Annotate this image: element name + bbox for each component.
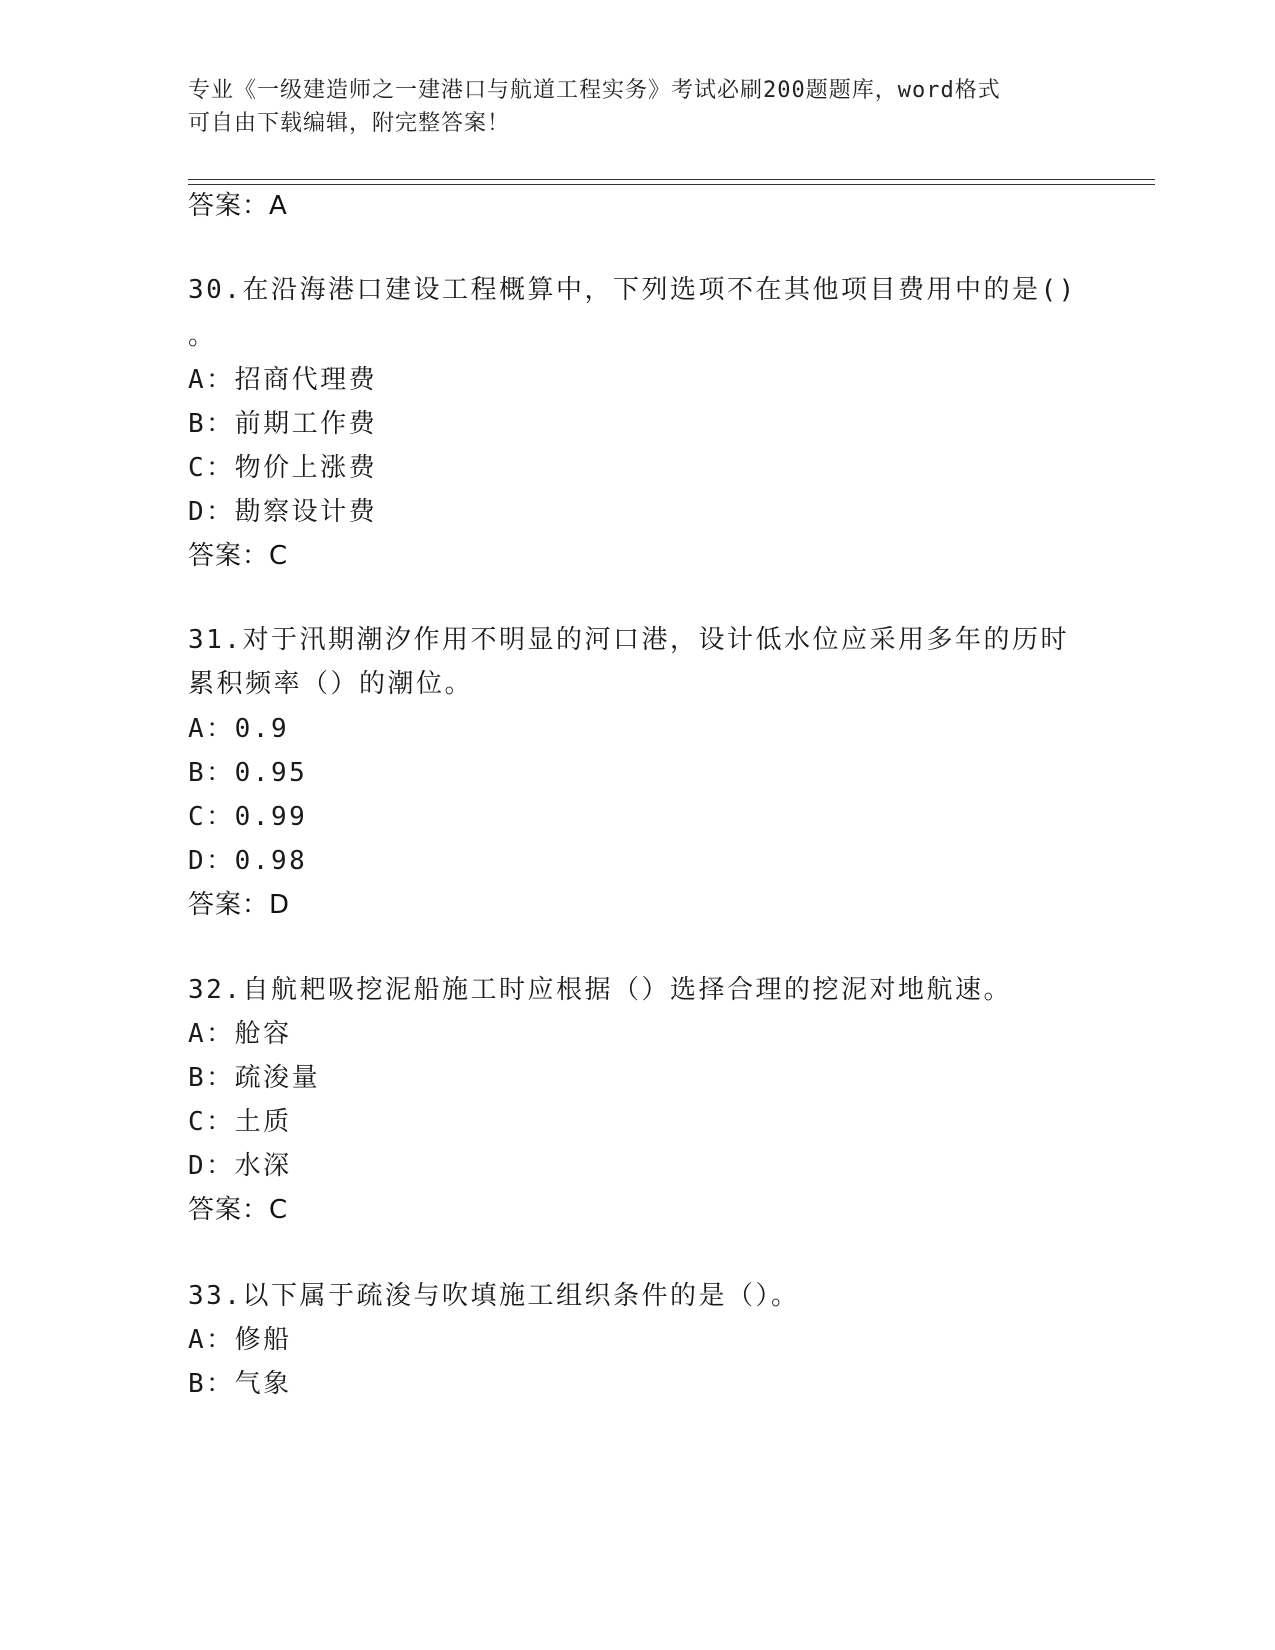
previous-answer: 答案：A [188, 191, 288, 221]
question-33-option-b: B：气象 [188, 1369, 292, 1399]
question-31-option-b: B：0.95 [188, 758, 308, 788]
question-32-answer: 答案：C [188, 1195, 289, 1225]
question-30-stem-line-2: 。 [188, 321, 217, 351]
question-31-option-a: A：0.9 [188, 714, 290, 744]
question-33-option-a: A：修船 [188, 1325, 292, 1355]
question-32-stem-line-1: 32.自航耙吸挖泥船施工时应根据（）选择合理的挖泥对地航速。 [188, 975, 1012, 1005]
header-divider-top [188, 179, 1155, 180]
document-header [188, 74, 1068, 140]
question-31-stem-line-1: 31.对于汛期潮汐作用不明显的河口港，设计低水位应采用多年的历时 [188, 625, 1069, 655]
question-30-option-a: A：招商代理费 [188, 365, 378, 395]
question-31-stem-line-2: 累积频率（）的潮位。 [188, 669, 474, 699]
question-30-answer: 答案：C [188, 541, 289, 571]
question-32-option-b: B：疏浚量 [188, 1063, 321, 1093]
question-30-option-b: B：前期工作费 [188, 409, 378, 439]
question-32-option-a: A：舱容 [188, 1019, 292, 1049]
header-line-2: 可自由下载编辑，附完整答案！ [188, 111, 511, 136]
question-30-stem-line-1: 30.在沿海港口建设工程概算中，下列选项不在其他项目费用中的是() [188, 275, 1077, 305]
question-31-option-d: D：0.98 [188, 846, 308, 876]
question-30-option-c: C：物价上涨费 [188, 453, 378, 483]
question-32-option-c: C：土质 [188, 1107, 292, 1137]
question-31-option-c: C：0.99 [188, 802, 308, 832]
question-30-option-d: D：勘察设计费 [188, 497, 378, 527]
header-divider-bottom [188, 184, 1155, 185]
question-31-answer: 答案：D [188, 890, 291, 920]
question-32-option-d: D：水深 [188, 1151, 292, 1181]
header-line-1: 专业《一级建造师之一建港口与航道工程实务》考试必刷200题题库，word格式 [188, 78, 1001, 103]
question-33-stem-line-1: 33.以下属于疏浚与吹填施工组织条件的是（）。 [188, 1281, 800, 1311]
